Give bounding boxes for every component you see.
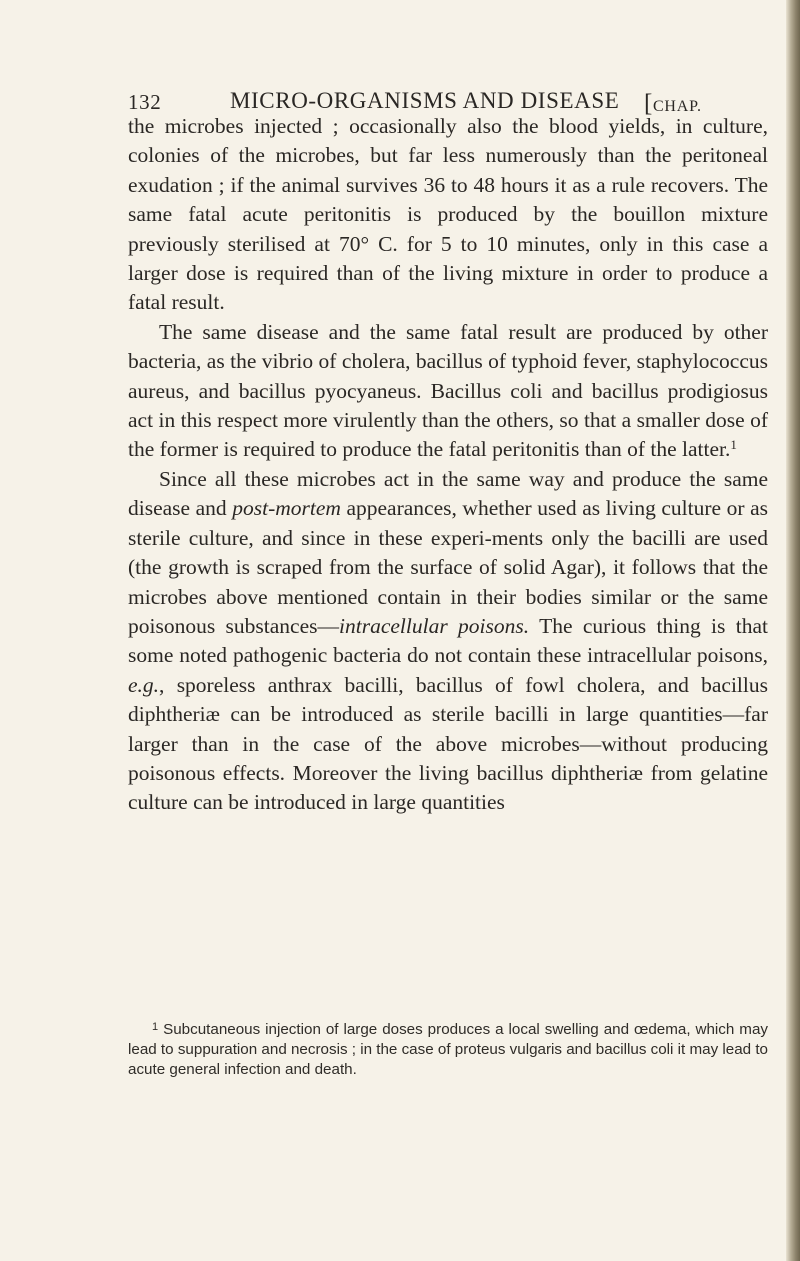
page-number: 132 (128, 90, 162, 114)
paragraph-2-text: The same disease and the same fatal result are produced by other bacteria, as the vibrio of cholera, bacillus of typhoid fever, staphylococcus aureus, and bacillus pyocyaneus. Bacillus coli and bacillus prodigiosus act in this respect more virulently than the others, so that a smaller dose of the former is required to produce the fatal peritonitis than of the latter. (128, 319, 768, 462)
running-title: MICRO-ORGANISMS AND DISEASE (230, 88, 620, 113)
chapter-bracket: [ (644, 90, 653, 117)
body-text (128, 112, 768, 818)
italic-post-mortem: post-mortem (232, 496, 341, 521)
page-edge-shadow (786, 0, 800, 1261)
italic-eg: e.g. (128, 672, 160, 697)
footnote-text: Subcutaneous injection of large doses produces a local swelling and œdema, which may lead to suppuration and necrosis ; in the case of proteus vulgaris and bacillus coli it may lead to acute general infection and death. (128, 1021, 768, 1078)
paragraph-2 (128, 318, 768, 465)
italic-intracellular-poisons: intracellular poisons. (339, 613, 530, 638)
paragraph-3-part-4: , sporeless anthrax bacilli, bacillus of fowl cholera, and bacillus diphtheriæ can be introduced as sterile bacilli in large quantities—far larger than in the case of the above microbes—without producing poisonous effects. Moreover the living bacillus diphtheriæ from gelatine culture can be introduced in large quantities (128, 672, 768, 815)
footnote-marker: 1 (152, 1021, 159, 1033)
paragraph-3-part-3: The curious thing is that some noted pathogenic bacteria do not contain these intracellular poisons, (128, 613, 768, 668)
paragraph-3-part-1: Since all these microbes act in the same way and produce the same disease and (128, 466, 768, 521)
paragraph-3-part-2: appearances, whether used as living culture or as sterile culture, and since in these experi-ments only the bacilli are used (the growth is scraped from the surface of solid Agar), it follows that the microbes above mentioned contain in their bodies similar or the same poisonous substances— (128, 496, 768, 638)
paragraph-1: the microbes injected ; occasionally also the blood yields, in culture, colonies of the microbes, but far less numerously than the peritoneal exudation ; if the animal survives 36 to 48 hours it as a rule recovers. The same fatal acute peritonitis is produced by the bouillon mixture previously sterilised at 70° C. for 5 to 10 minutes, only in this case a larger dose is required than of the living mixture in order to produce a fatal result. (128, 114, 768, 315)
footnote (128, 1020, 768, 1080)
chapter-label: CHAP. (652, 98, 702, 115)
paragraph-3 (128, 465, 768, 818)
footnote-reference: 1 (730, 437, 737, 453)
